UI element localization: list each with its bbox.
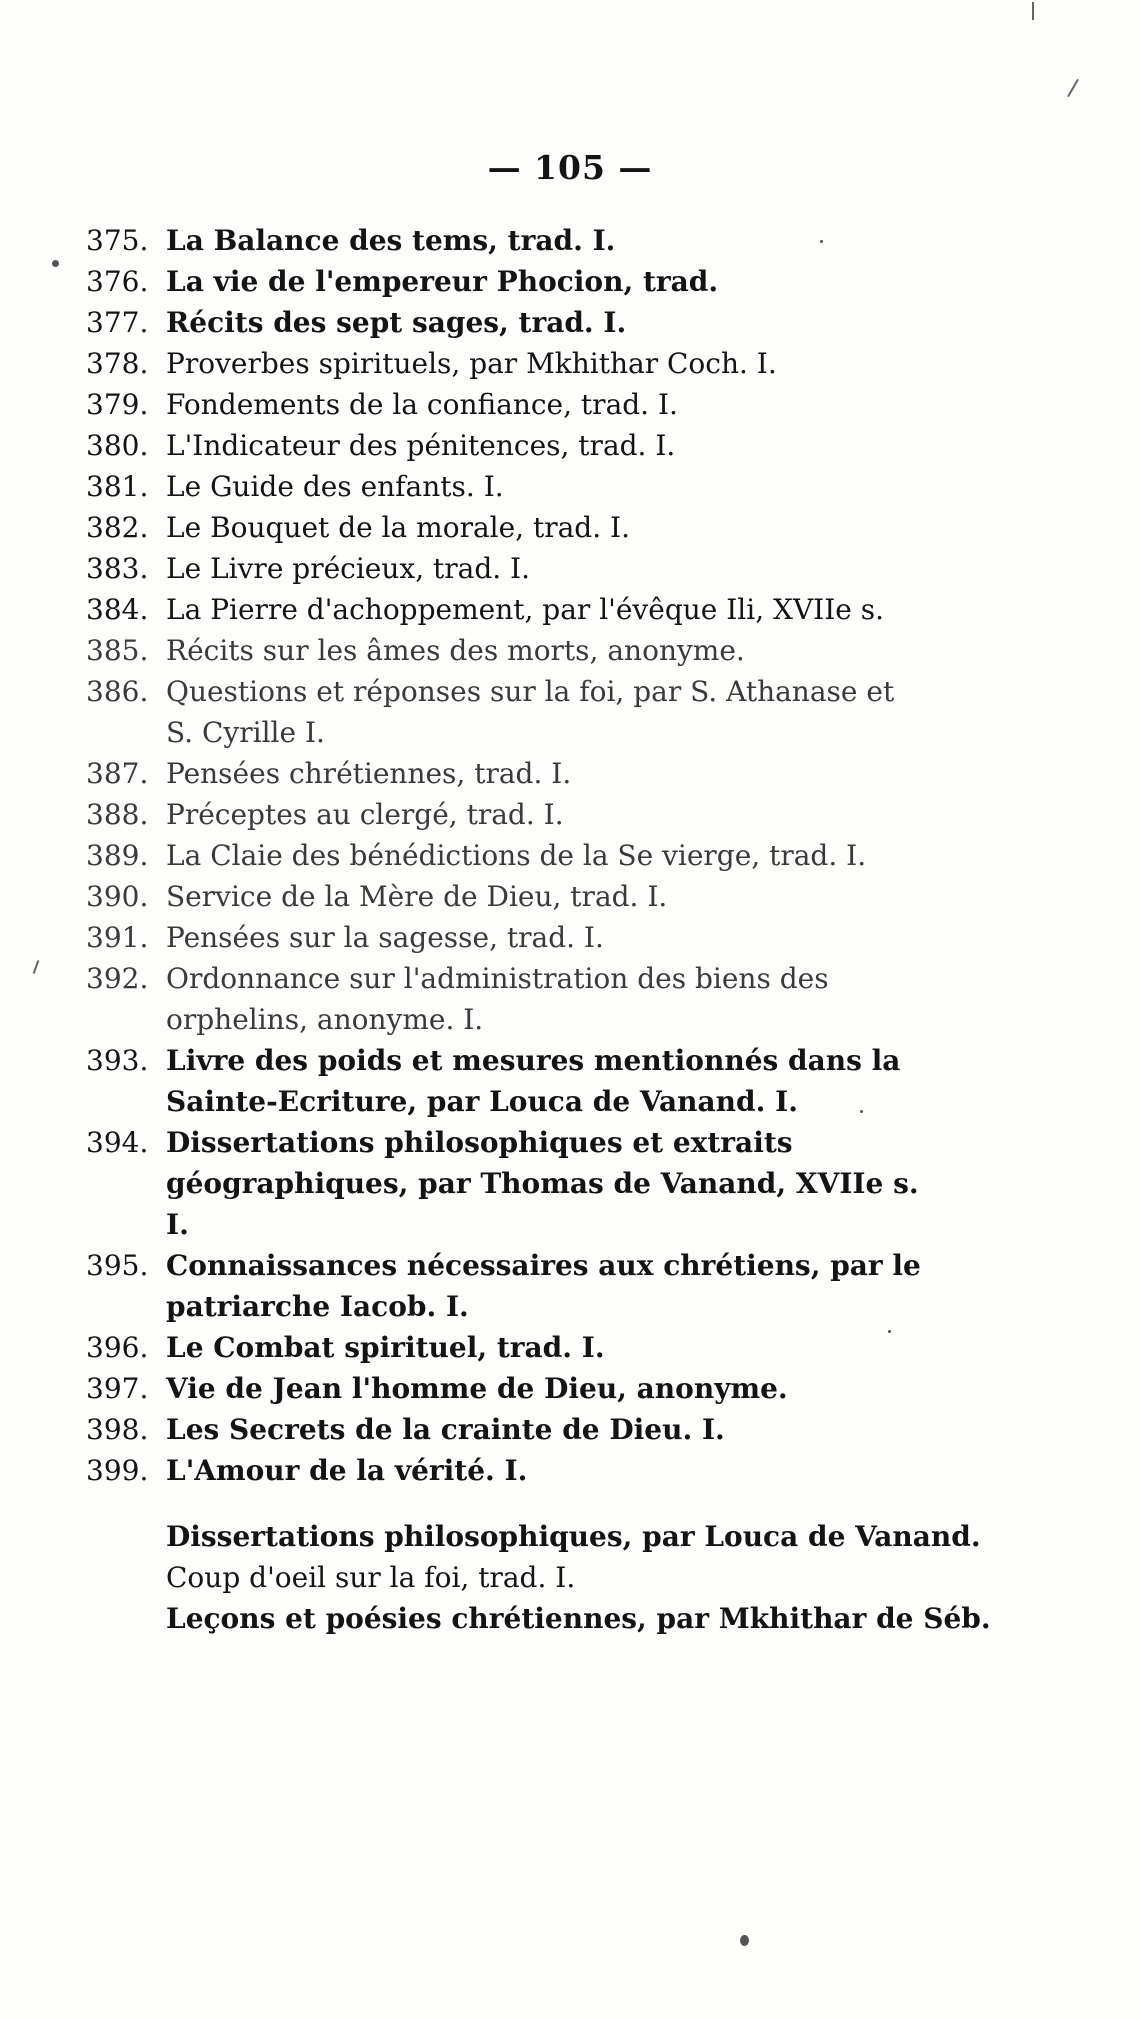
entry-text: Récits des sept sages, trad. I.: [166, 306, 627, 339]
entry-number: 385.: [86, 634, 149, 667]
list-item: [86, 261, 926, 302]
entry-text: Proverbes spirituels, par Mkhithar Coch. I.: [166, 347, 777, 380]
entry-number: 390.: [86, 880, 149, 913]
entry-number: 396.: [86, 1331, 149, 1364]
list-item: [86, 1368, 926, 1409]
entry-text: La Balance des tems, trad. I.: [166, 224, 616, 257]
entry-text: Service de la Mère de Dieu, trad. I.: [166, 880, 668, 913]
list-item: [86, 958, 926, 1040]
list-item: [86, 1122, 926, 1245]
entry-number: 386.: [86, 675, 149, 708]
entry-text: Questions et réponses sur la foi, par S. Athanase et S. Cyrille I.: [166, 675, 895, 749]
entry-text: Pensées sur la sagesse, trad. I.: [166, 921, 604, 954]
entry-text: Dissertations philosophiques et extraits géographiques, par Thomas de Vanand, XVIIe s. I.: [166, 1126, 919, 1241]
entry-number: 387.: [86, 757, 149, 790]
list-item: [86, 671, 926, 753]
entry-text: La Claie des bénédictions de la Se vierge, trad. I.: [166, 839, 867, 872]
entry-number: 375.: [86, 224, 149, 257]
entry-number: 393.: [86, 1044, 149, 1077]
list-item: [86, 384, 926, 425]
entry-text: Ordonnance sur l'administration des biens des orphelins, anonyme. I.: [166, 962, 829, 1036]
entry-number: 383.: [86, 552, 149, 585]
entry-text: Livre des poids et mesures mentionnés dans la Sainte-Ecriture, par Louca de Vanand. I.: [166, 1044, 901, 1118]
list-item: [86, 548, 926, 589]
list-item: [86, 1409, 926, 1450]
list-item: Coup d'oeil sur la foi, trad. I.: [166, 1561, 576, 1594]
list-item: [86, 507, 926, 548]
entry-text: Connaissances nécessaires aux chrétiens, par le patriarche Iacob. I.: [166, 1249, 921, 1323]
list-item: [86, 753, 926, 794]
list-item: [86, 1327, 926, 1368]
list-item: [86, 876, 926, 917]
entry-text: Vie de Jean l'homme de Dieu, anonyme.: [166, 1372, 788, 1405]
entry-number: 388.: [86, 798, 149, 831]
entry-text: Le Combat spirituel, trad. I.: [166, 1331, 605, 1364]
list-item: [86, 302, 926, 343]
entry-number: 394.: [86, 1126, 149, 1159]
entry-number: 377.: [86, 306, 149, 339]
entry-text: Les Secrets de la crainte de Dieu. I.: [166, 1413, 725, 1446]
list-item: [86, 835, 926, 876]
entry-text: L'Indicateur des pénitences, trad. I.: [166, 429, 676, 462]
list-item: [86, 343, 926, 384]
unnumbered-list: [166, 1516, 991, 1639]
entry-number: 398.: [86, 1413, 149, 1446]
entry-number: 384.: [86, 593, 149, 626]
entry-number: 376.: [86, 265, 149, 298]
entry-number: 389.: [86, 839, 149, 872]
list-item: [86, 630, 926, 671]
entry-text: Fondements de la confiance, trad. I.: [166, 388, 678, 421]
entry-text: L'Amour de la vérité. I.: [166, 1454, 528, 1487]
list-item: Dissertations philosophiques, par Louca de Vanand.: [166, 1520, 981, 1553]
list-item: [86, 220, 926, 261]
entry-number: 391.: [86, 921, 149, 954]
scan-speck: [740, 1935, 749, 1946]
list-item: [86, 466, 926, 507]
catalogue-list: [86, 220, 926, 1491]
entry-number: 399.: [86, 1454, 149, 1487]
list-item: [86, 425, 926, 466]
entry-number: 395.: [86, 1249, 149, 1282]
page-number: — 105 —: [487, 148, 653, 187]
entry-text: Le Bouquet de la morale, trad. I.: [166, 511, 630, 544]
list-item: [86, 794, 926, 835]
entry-text: Le Livre précieux, trad. I.: [166, 552, 531, 585]
list-item: [86, 589, 926, 630]
entry-text: La Pierre d'achoppement, par l'évêque Ili, XVIIe s.: [166, 593, 885, 626]
entry-number: 397.: [86, 1372, 149, 1405]
scan-speck: [888, 1330, 891, 1333]
scan-speck: [52, 260, 59, 267]
scan-mark: [1067, 79, 1079, 97]
list-item: Leçons et poésies chrétiennes, par Mkhithar de Séb.: [166, 1602, 991, 1635]
entry-number: 392.: [86, 962, 149, 995]
entry-number: 381.: [86, 470, 149, 503]
entry-number: 382.: [86, 511, 149, 544]
list-item: [86, 1245, 926, 1327]
list-item: [86, 1040, 926, 1122]
entry-number: 380.: [86, 429, 149, 462]
list-item: [86, 1450, 926, 1491]
entry-text: Préceptes au clergé, trad. I.: [166, 798, 564, 831]
entry-text: Pensées chrétiennes, trad. I.: [166, 757, 572, 790]
entry-text: La vie de l'empereur Phocion, trad.: [166, 265, 719, 298]
entry-text: Le Guide des enfants. I.: [166, 470, 504, 503]
scan-speck: [820, 240, 823, 243]
entry-text: Récits sur les âmes des morts, anonyme.: [166, 634, 745, 667]
scan-mark: [1032, 2, 1034, 20]
entry-number: 378.: [86, 347, 149, 380]
scan-mark: [33, 960, 40, 974]
list-item: [86, 917, 926, 958]
entry-number: 379.: [86, 388, 149, 421]
scan-speck: [860, 1110, 863, 1113]
